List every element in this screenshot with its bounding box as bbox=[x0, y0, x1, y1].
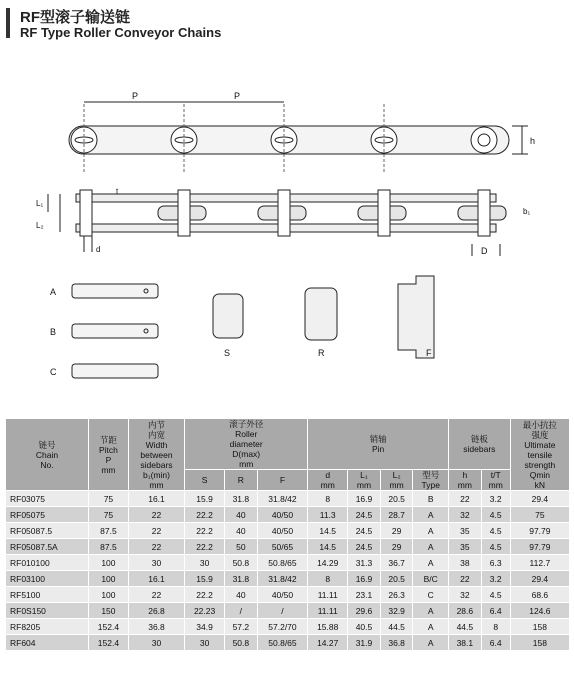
table-cell: 100 bbox=[89, 555, 129, 571]
table-cell: 112.7 bbox=[510, 555, 569, 571]
table-cell: 28.7 bbox=[380, 507, 413, 523]
header-pin-type-cn: 型号 bbox=[422, 470, 440, 480]
table-cell: 16.9 bbox=[348, 491, 381, 507]
table-cell: RF05075 bbox=[6, 507, 89, 523]
table-cell: A bbox=[413, 555, 449, 571]
roller-f-label: F bbox=[426, 348, 432, 358]
header-inner-cn2: 内宽 bbox=[147, 429, 165, 440]
table-cell: 36.7 bbox=[380, 555, 413, 571]
table-cell: 16.9 bbox=[348, 571, 381, 587]
table-cell: 32.9 bbox=[380, 603, 413, 619]
table-cell: 75 bbox=[89, 507, 129, 523]
dim-label-p1: P bbox=[132, 91, 139, 101]
header-roller-cn: 滚子外径 bbox=[229, 419, 264, 429]
table-cell: 57.2/70 bbox=[257, 619, 308, 635]
table-cell: 31.8/42 bbox=[257, 571, 308, 587]
table-cell: 22 bbox=[128, 523, 184, 539]
header-sidebar-h-sym: h bbox=[462, 470, 468, 480]
table-cell: 158 bbox=[510, 619, 569, 635]
table-cell: 4.5 bbox=[481, 539, 510, 555]
table-cell: 44.5 bbox=[380, 619, 413, 635]
chain-technical-drawing bbox=[0, 44, 574, 418]
table-row bbox=[6, 491, 570, 507]
header-pitch-cn: 节距 bbox=[99, 434, 117, 445]
header-sidebar-t-sym: t/T bbox=[490, 470, 501, 480]
table-cell: RF05087.5 bbox=[6, 523, 89, 539]
table-cell: 4.5 bbox=[481, 523, 510, 539]
table-cell: 20.5 bbox=[380, 491, 413, 507]
table-cell: 100 bbox=[89, 587, 129, 603]
header-pin-type-en: Type bbox=[421, 480, 440, 490]
table-cell: RF8205 bbox=[6, 619, 89, 635]
table-cell: 29.6 bbox=[348, 603, 381, 619]
table-cell: 22.2 bbox=[185, 507, 225, 523]
table-cell: 50.8 bbox=[225, 555, 258, 571]
header-pin-d-unit: mm bbox=[320, 480, 335, 490]
table-cell: 29.4 bbox=[510, 571, 569, 587]
header-chain-cn: 链号 bbox=[38, 439, 56, 450]
table-cell: 44.5 bbox=[449, 619, 482, 635]
table-cell: 22 bbox=[128, 539, 184, 555]
dim-label-D: D bbox=[481, 246, 488, 256]
table-cell: 22.2 bbox=[185, 539, 225, 555]
header-sidebar-h-unit: mm bbox=[457, 480, 472, 490]
header-pin-d-sym: d bbox=[325, 470, 331, 480]
table-cell: 31.3 bbox=[348, 555, 381, 571]
table-cell: 26.3 bbox=[380, 587, 413, 603]
table-cell: 30 bbox=[185, 635, 225, 651]
spec-table bbox=[5, 418, 570, 651]
table-cell: A bbox=[413, 523, 449, 539]
header-roller-s: S bbox=[185, 470, 225, 491]
header-tensile-sym: Qmin bbox=[529, 469, 551, 480]
table-cell: 11.11 bbox=[308, 587, 348, 603]
header-roller-f: F bbox=[257, 470, 308, 491]
table-cell: 6.4 bbox=[481, 635, 510, 651]
header-roller-unit: mm bbox=[239, 459, 254, 469]
header-sidebar bbox=[449, 419, 511, 470]
header-chain-en: Chain bbox=[35, 449, 59, 460]
table-row bbox=[6, 555, 570, 571]
title-cn: RF型滚子输送链 bbox=[20, 9, 130, 26]
header-pin-type bbox=[413, 470, 449, 491]
table-cell: 36.8 bbox=[380, 635, 413, 651]
table-cell: 15.9 bbox=[185, 571, 225, 587]
table-cell: 6.3 bbox=[481, 555, 510, 571]
table-cell: 3.2 bbox=[481, 571, 510, 587]
table-cell: 14.5 bbox=[308, 539, 348, 555]
table-cell: RF03075 bbox=[6, 491, 89, 507]
header-sidebar-t bbox=[481, 470, 510, 491]
pin-types bbox=[50, 284, 158, 378]
header-chain-no: No. bbox=[40, 459, 54, 470]
table-cell: 29 bbox=[380, 539, 413, 555]
table-cell: 22 bbox=[449, 571, 482, 587]
table-cell: 14.27 bbox=[308, 635, 348, 651]
table-cell: 24.5 bbox=[348, 523, 381, 539]
table-cell: 68.6 bbox=[510, 587, 569, 603]
title-bar bbox=[0, 0, 574, 44]
header-sidebar-t-unit: mm bbox=[488, 480, 503, 490]
table-cell: 24.5 bbox=[348, 539, 381, 555]
table-cell: 4.5 bbox=[481, 507, 510, 523]
dim-label-l2: L₂ bbox=[36, 221, 44, 230]
table-cell: 22 bbox=[128, 587, 184, 603]
table-cell: 15.88 bbox=[308, 619, 348, 635]
table-cell: 29.4 bbox=[510, 491, 569, 507]
table-cell: 50 bbox=[225, 539, 258, 555]
table-row bbox=[6, 635, 570, 651]
table-cell: 40/50 bbox=[257, 507, 308, 523]
table-cell: RF0S150 bbox=[6, 603, 89, 619]
table-cell: 8 bbox=[481, 619, 510, 635]
table-cell: 16.1 bbox=[128, 571, 184, 587]
header-inner-en1: Width bbox=[145, 439, 168, 450]
table-cell: 22.2 bbox=[185, 523, 225, 539]
table-cell: 30 bbox=[185, 555, 225, 571]
table-cell: RF05087.5A bbox=[6, 539, 89, 555]
chain-plan-view bbox=[36, 187, 530, 256]
header-pitch-en: Pitch bbox=[98, 444, 118, 455]
table-cell: 11.3 bbox=[308, 507, 348, 523]
header-inner-width bbox=[128, 419, 184, 491]
table-cell: 50/65 bbox=[257, 539, 308, 555]
table-cell: A bbox=[413, 603, 449, 619]
table-cell: 50.8 bbox=[225, 635, 258, 651]
table-cell: 8 bbox=[308, 571, 348, 587]
table-cell: 152.4 bbox=[89, 619, 129, 635]
table-cell: 24.5 bbox=[348, 507, 381, 523]
table-cell: 36.8 bbox=[128, 619, 184, 635]
dim-label-p2: P bbox=[234, 91, 241, 101]
table-cell: 38 bbox=[449, 555, 482, 571]
table-cell: RF03100 bbox=[6, 571, 89, 587]
header-pin-cn: 销轴 bbox=[369, 434, 387, 444]
table-cell: A bbox=[413, 539, 449, 555]
spec-table-body bbox=[6, 491, 570, 651]
header-inner-sym: b₁(min) bbox=[143, 469, 170, 480]
header-pin-l1 bbox=[348, 470, 381, 491]
header-sidebar-h bbox=[449, 470, 482, 491]
table-cell: 4.5 bbox=[481, 587, 510, 603]
header-inner-unit: mm bbox=[149, 479, 164, 490]
table-cell: 50.8/65 bbox=[257, 555, 308, 571]
header-tensile-unit: kN bbox=[534, 479, 546, 490]
table-cell: 31.9 bbox=[348, 635, 381, 651]
table-cell: 11.11 bbox=[308, 603, 348, 619]
table-cell: / bbox=[225, 603, 258, 619]
table-cell: A bbox=[413, 619, 449, 635]
table-cell: 8 bbox=[308, 491, 348, 507]
table-row bbox=[6, 619, 570, 635]
header-tensile-en1: Ultimate bbox=[524, 439, 556, 450]
header-pin-l2 bbox=[380, 470, 413, 491]
table-row bbox=[6, 571, 570, 587]
table-cell: 40 bbox=[225, 507, 258, 523]
header-roller-sym: D(max) bbox=[232, 449, 261, 459]
table-cell: 22.23 bbox=[185, 603, 225, 619]
header-tensile-cn2: 强度 bbox=[531, 429, 549, 440]
table-cell: 34.9 bbox=[185, 619, 225, 635]
header-inner-cn1: 内节 bbox=[147, 419, 165, 430]
header-pin-l2-unit: mm bbox=[389, 480, 404, 490]
table-cell: 30 bbox=[128, 635, 184, 651]
table-row bbox=[6, 523, 570, 539]
table-cell: 28.6 bbox=[449, 603, 482, 619]
table-row bbox=[6, 603, 570, 619]
header-pitch-unit: mm bbox=[101, 464, 116, 475]
table-cell: 29 bbox=[380, 523, 413, 539]
table-cell: 152.4 bbox=[89, 635, 129, 651]
table-cell: 15.9 bbox=[185, 491, 225, 507]
header-pin bbox=[308, 419, 449, 470]
table-cell: 75 bbox=[510, 507, 569, 523]
header-roller bbox=[185, 419, 308, 470]
dim-label-b1: b₁ bbox=[523, 207, 531, 216]
table-cell: 3.2 bbox=[481, 491, 510, 507]
table-cell: 16.1 bbox=[128, 491, 184, 507]
table-cell: A bbox=[413, 635, 449, 651]
table-cell: B bbox=[413, 491, 449, 507]
table-cell: 97.79 bbox=[510, 523, 569, 539]
chain-side-view bbox=[69, 91, 535, 172]
table-cell: 30 bbox=[128, 555, 184, 571]
table-cell: 40/50 bbox=[257, 523, 308, 539]
header-tensile-en3: strength bbox=[524, 459, 556, 470]
header-tensile bbox=[510, 419, 569, 491]
table-cell: 50.8/65 bbox=[257, 635, 308, 651]
table-cell: 31.8 bbox=[225, 491, 258, 507]
header-chain bbox=[6, 419, 89, 491]
dim-label-d: d bbox=[96, 245, 101, 254]
header-pin-en: Pin bbox=[371, 444, 385, 454]
table-cell: 40.5 bbox=[348, 619, 381, 635]
table-cell: 22 bbox=[449, 491, 482, 507]
table-cell: 40 bbox=[225, 587, 258, 603]
header-tensile-cn1: 最小抗拉 bbox=[522, 419, 557, 430]
header-inner-en2: between bbox=[140, 449, 173, 460]
title-marker bbox=[6, 8, 10, 38]
table-cell: C bbox=[413, 587, 449, 603]
dim-label-t: t bbox=[116, 187, 119, 196]
header-pin-l1-sym: L₁ bbox=[360, 470, 368, 480]
header-roller-en2: diameter bbox=[229, 439, 263, 449]
pin-b-label: B bbox=[50, 327, 57, 337]
header-inner-en3: sidebars bbox=[140, 459, 173, 470]
table-cell: 31.8/42 bbox=[257, 491, 308, 507]
header-pin-l2-sym: L₂ bbox=[392, 470, 401, 480]
table-cell: RF604 bbox=[6, 635, 89, 651]
table-cell: 22.2 bbox=[185, 587, 225, 603]
table-cell: / bbox=[257, 603, 308, 619]
table-cell: 14.5 bbox=[308, 523, 348, 539]
roller-r-label: R bbox=[318, 348, 325, 358]
table-cell: 57.2 bbox=[225, 619, 258, 635]
table-row bbox=[6, 507, 570, 523]
header-pitch-sym: P bbox=[105, 454, 112, 465]
table-cell: 158 bbox=[510, 635, 569, 651]
table-row bbox=[6, 539, 570, 555]
table-cell: 31.8 bbox=[225, 571, 258, 587]
dim-label-l1: L₁ bbox=[36, 199, 44, 208]
table-cell: 23.1 bbox=[348, 587, 381, 603]
header-tensile-en2: tensile bbox=[527, 449, 553, 460]
table-cell: 35 bbox=[449, 523, 482, 539]
table-cell: 97.79 bbox=[510, 539, 569, 555]
table-cell: 124.6 bbox=[510, 603, 569, 619]
pin-a-label: A bbox=[50, 287, 57, 297]
table-cell: RF5100 bbox=[6, 587, 89, 603]
header-pin-l1-unit: mm bbox=[356, 480, 372, 490]
roller-s-label: S bbox=[224, 348, 231, 358]
header-pitch bbox=[89, 419, 129, 491]
pin-c-label: C bbox=[50, 367, 57, 377]
table-row bbox=[6, 587, 570, 603]
header-sidebar-en: sidebars bbox=[463, 444, 496, 454]
table-cell: 6.4 bbox=[481, 603, 510, 619]
table-cell: 32 bbox=[449, 507, 482, 523]
table-cell: 87.5 bbox=[89, 523, 129, 539]
table-cell: 150 bbox=[89, 603, 129, 619]
table-cell: 35 bbox=[449, 539, 482, 555]
table-cell: B/C bbox=[413, 571, 449, 587]
table-cell: 32 bbox=[449, 587, 482, 603]
table-cell: 14.29 bbox=[308, 555, 348, 571]
table-cell: A bbox=[413, 507, 449, 523]
header-pin-d bbox=[308, 470, 348, 491]
table-cell: 22 bbox=[128, 507, 184, 523]
table-cell: 87.5 bbox=[89, 539, 129, 555]
table-cell: 40 bbox=[225, 523, 258, 539]
title-en: RF Type Roller Conveyor Chains bbox=[20, 25, 222, 40]
table-cell: 100 bbox=[89, 571, 129, 587]
table-cell: RF010100 bbox=[6, 555, 89, 571]
header-sidebar-cn: 链板 bbox=[470, 434, 488, 444]
dim-label-h: h bbox=[530, 136, 536, 146]
roller-types bbox=[213, 276, 434, 358]
header-roller-r: R bbox=[225, 470, 258, 491]
header-roller-en1: Roller bbox=[235, 429, 258, 439]
table-cell: 26.8 bbox=[128, 603, 184, 619]
table-cell: 40/50 bbox=[257, 587, 308, 603]
table-cell: 38.1 bbox=[449, 635, 482, 651]
table-cell: 20.5 bbox=[380, 571, 413, 587]
table-cell: 75 bbox=[89, 491, 129, 507]
